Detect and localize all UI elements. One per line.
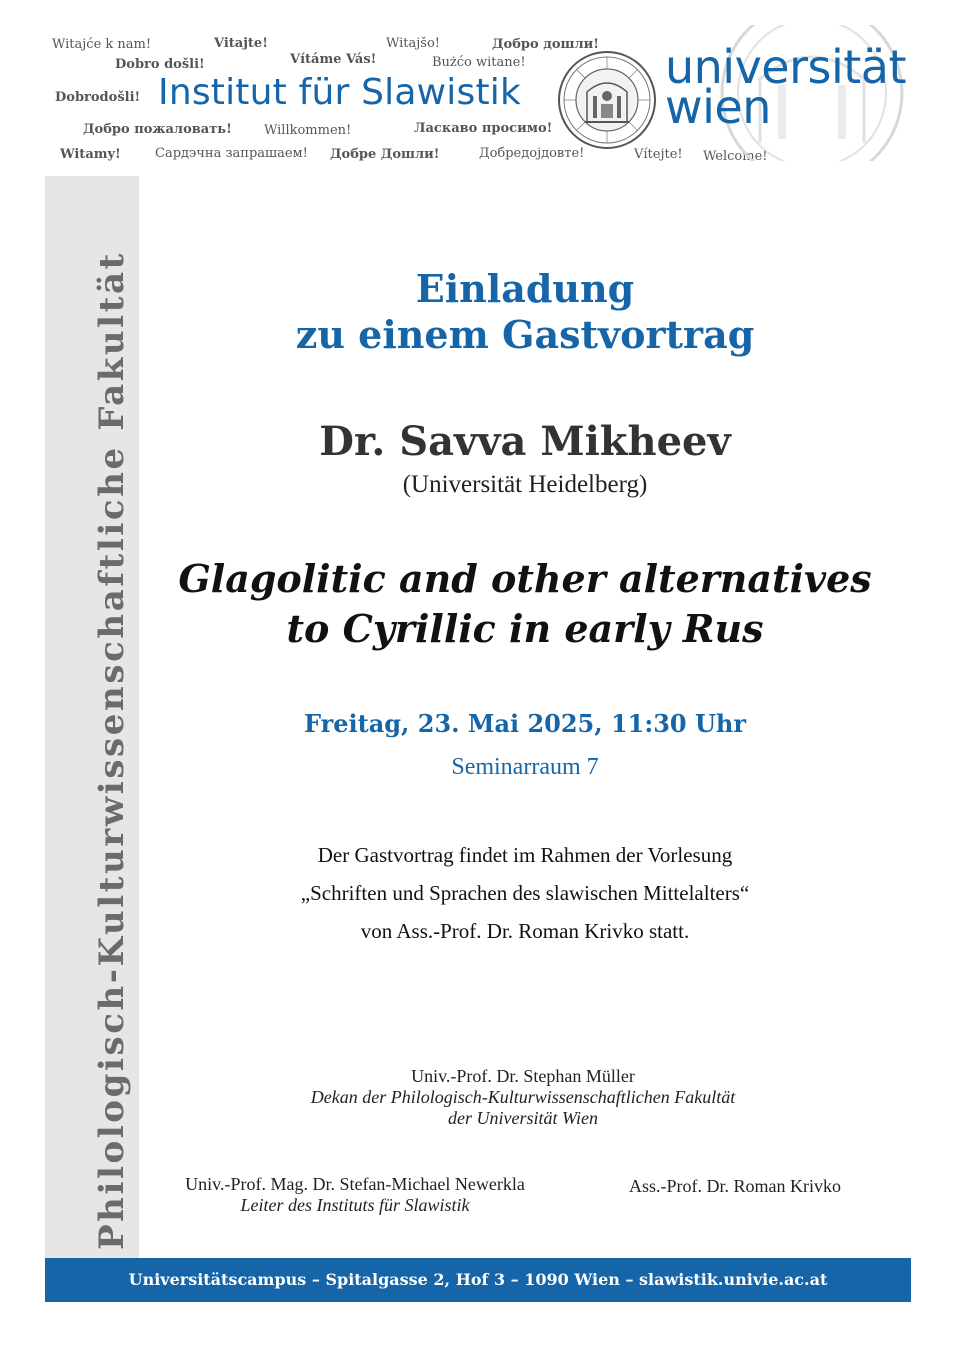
- greeting-text: Добре Дошли!: [330, 147, 440, 162]
- lecturer-name: Ass.-Prof. Dr. Roman Krivko: [629, 1176, 841, 1196]
- greeting-text: Добро дошли!: [492, 37, 600, 52]
- speaker-affiliation: (Universität Heidelberg): [402, 471, 648, 498]
- greeting-text: Добро пожаловать!: [83, 122, 232, 137]
- footer-address: Universitätscampus – Spitalgasse 2, Hof 3 – 1090 Wien – slawistik.univie.ac.at: [45, 1258, 911, 1302]
- event-room: Seminarraum 7: [451, 754, 599, 780]
- dean-role-line-1: Dekan der Philologisch-Kulturwissenschaftlichen Fakultät: [310, 1087, 736, 1107]
- university-logo: [665, 40, 907, 134]
- greeting-text: Добредојдовте!: [479, 146, 585, 161]
- dean-name: Univ.-Prof. Dr. Stephan Müller: [411, 1066, 635, 1086]
- head-role: Leiter des Instituts für Slawistik: [240, 1195, 470, 1215]
- description-line-1: Der Gastvortrag findet im Rahmen der Vorlesung: [317, 843, 733, 867]
- university-seal-icon: [557, 50, 657, 150]
- greeting-text: Dobrodošli!: [55, 90, 141, 105]
- talk-title: [140, 554, 910, 654]
- greeting-text: Willkommen!: [264, 123, 352, 138]
- dean-role-line-2: der Universität Wien: [448, 1108, 598, 1128]
- greeting-text: Bużćo witane!: [432, 55, 526, 70]
- greeting-text: Сардэчна запрашаем!: [155, 146, 308, 161]
- invitation-heading: [140, 266, 910, 358]
- greeting-text: Witajće k nam!: [52, 37, 152, 52]
- event-datetime: Freitag, 23. Mai 2025, 11:30 Uhr: [303, 709, 747, 738]
- lecturer-signature: [600, 1176, 870, 1197]
- speaker-name: Dr. Savva Mikheev: [319, 418, 731, 465]
- head-name: Univ.-Prof. Mag. Dr. Stefan-Michael Newerkla: [185, 1174, 525, 1194]
- description-line-3: von Ass.-Prof. Dr. Roman Krivko statt.: [360, 919, 690, 943]
- description-line-2: „Schriften und Sprachen des slawischen Mittelalters“: [300, 881, 750, 905]
- greeting-text: Witamy!: [60, 147, 121, 162]
- logo-word-universitaet: universität: [665, 40, 907, 94]
- greeting-text: Dobro došli!: [115, 57, 205, 72]
- greeting-text: Ласкаво просимо!: [414, 121, 553, 136]
- talk-title-line-2: to Cyrillic in early Rus: [286, 606, 764, 651]
- greeting-text: Vítáme Vás!: [290, 52, 377, 67]
- institute-title: Institut für Slawistik: [158, 72, 522, 113]
- dean-signature: [270, 1066, 776, 1129]
- talk-title-line-1: Glagolitic and other alternatives: [178, 556, 872, 601]
- heading-line-2: zu einem Gastvortrag: [295, 312, 755, 357]
- greeting-text: Welcome!: [703, 149, 768, 164]
- institute-head-signature: [160, 1174, 550, 1216]
- greeting-text: Witajšo!: [386, 36, 441, 51]
- heading-line-1: Einladung: [415, 266, 635, 311]
- event-description: [140, 836, 910, 950]
- logo-word-wien: wien: [665, 79, 771, 134]
- faculty-name: Philologisch-Kulturwissenschaftliche Fakultät: [92, 251, 132, 1250]
- greeting-text: Vítejte!: [634, 147, 683, 162]
- greeting-text: Vitajte!: [214, 36, 268, 51]
